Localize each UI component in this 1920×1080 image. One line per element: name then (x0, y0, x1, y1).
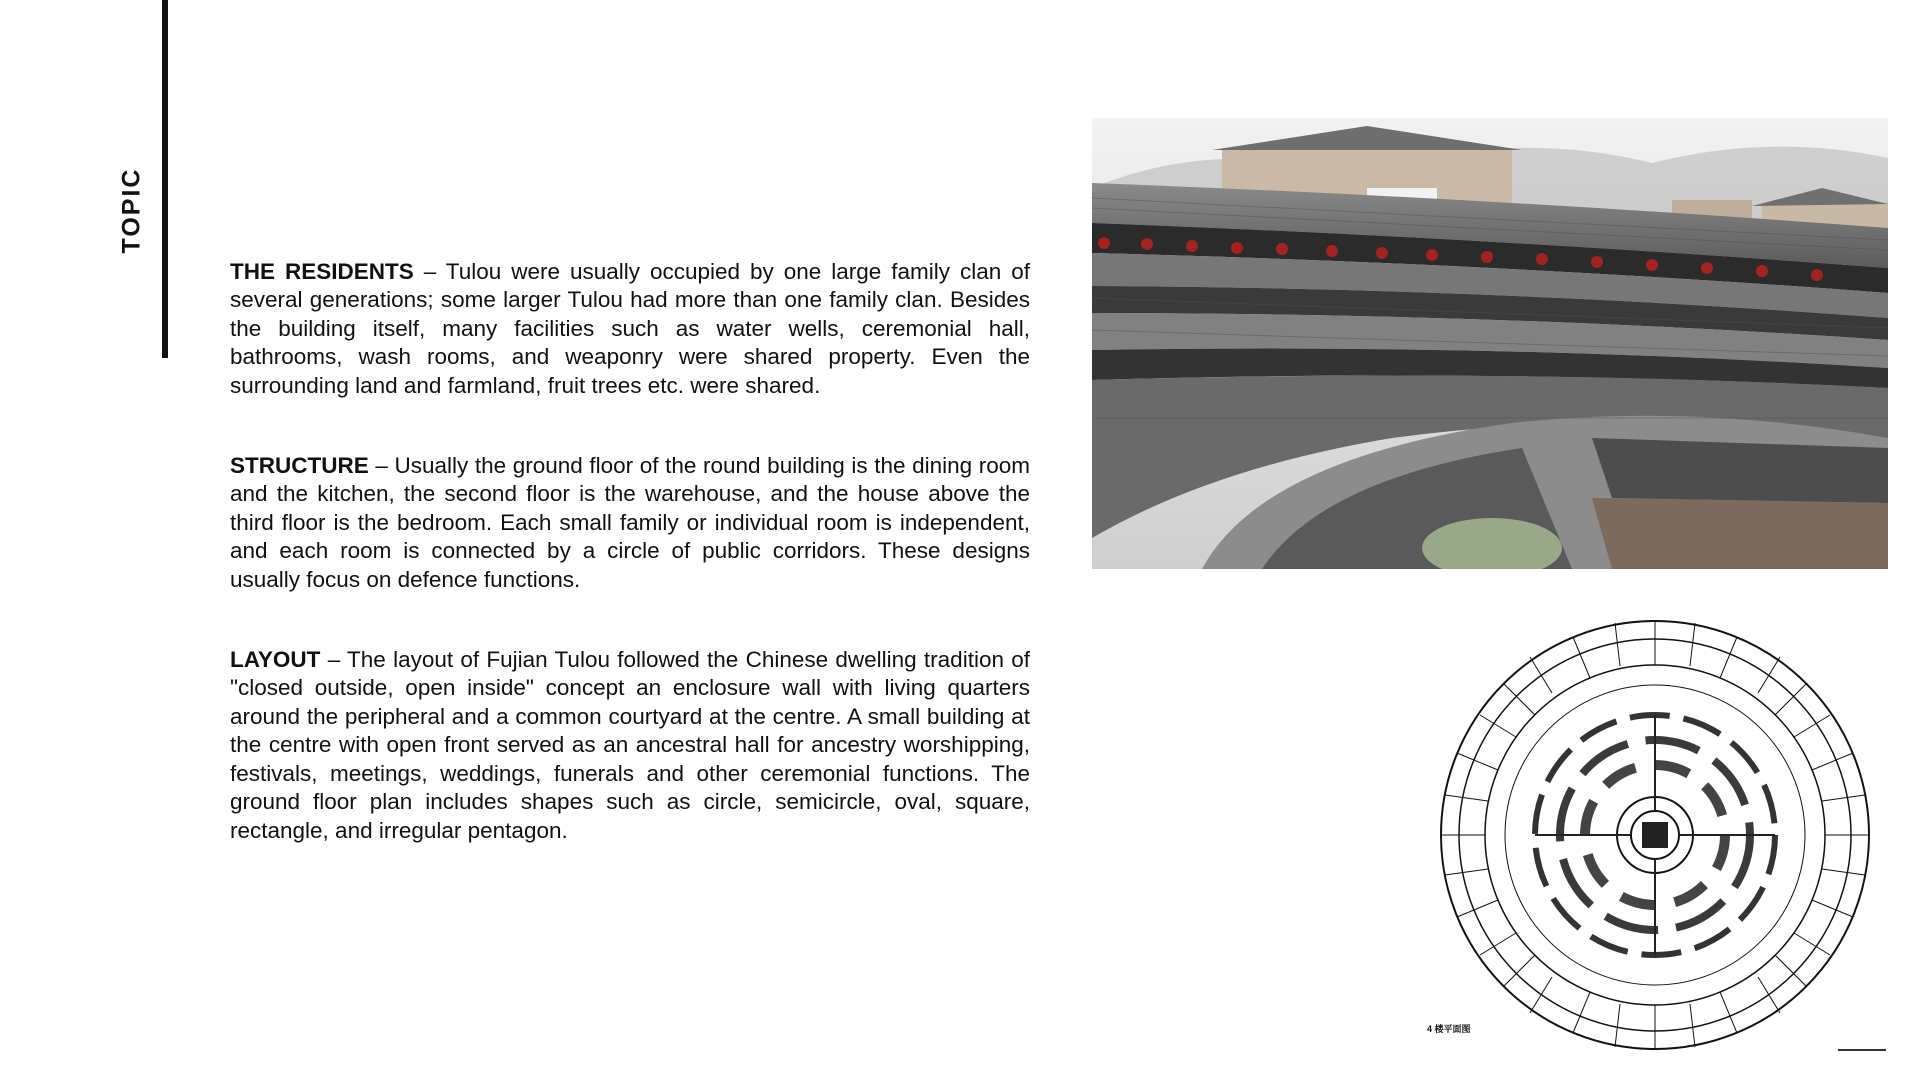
tulou-courtyard-photo (1092, 118, 1888, 569)
topic-label-text: TOPIC (117, 167, 146, 253)
body-layout: – The layout of Fujian Tulou followed the Chinese dwelling tradition of "closed outside, open inside" concept an enclosure wall with living quarters around the peripheral and a common courtyard at the centre. A small building at the centre with open front served as an ancestral hall for ancestry worshipping, festivals, meetings, weddings, funerals and other ceremonial functions. The ground floor plan includes shapes such as circle, semicircle, oval, square, rectangle, and irregular pentagon. (230, 647, 1030, 843)
heading-layout: LAYOUT (230, 647, 321, 673)
heading-structure: STRUCTURE (230, 453, 369, 479)
floor-plan-caption: 4 楼平面图 (1427, 1024, 1471, 1034)
topic-label (112, 167, 152, 253)
heading-residents: THE RESIDENTS (230, 259, 414, 284)
paragraph-residents (230, 258, 1030, 400)
topic-divider-bar (162, 0, 168, 358)
tulou-floor-plan (1420, 615, 1890, 1055)
paragraph-structure (230, 452, 1030, 594)
body-residents: – Tulou were usually occupied by one large family clan of several generations; some larger Tulou had more than one family clan. Besides the building itself, many facilities such as water wells, ceremonial hall, bathrooms, wash rooms, and weaponry were shared property. Even the surrounding land and farmland, fruit trees etc. were shared. (230, 259, 1030, 398)
body-structure: – Usually the ground floor of the round building is the dining room and the kitchen, the second floor is the warehouse, and the house above the third floor is the bedroom. Each small family or individual room is independent, and each room is connected by a circle of public corridors. These designs usually focus on defence functions. (230, 453, 1030, 592)
text-content (230, 258, 1030, 897)
plan-corner-line (1838, 1049, 1886, 1051)
paragraph-layout (230, 646, 1030, 845)
